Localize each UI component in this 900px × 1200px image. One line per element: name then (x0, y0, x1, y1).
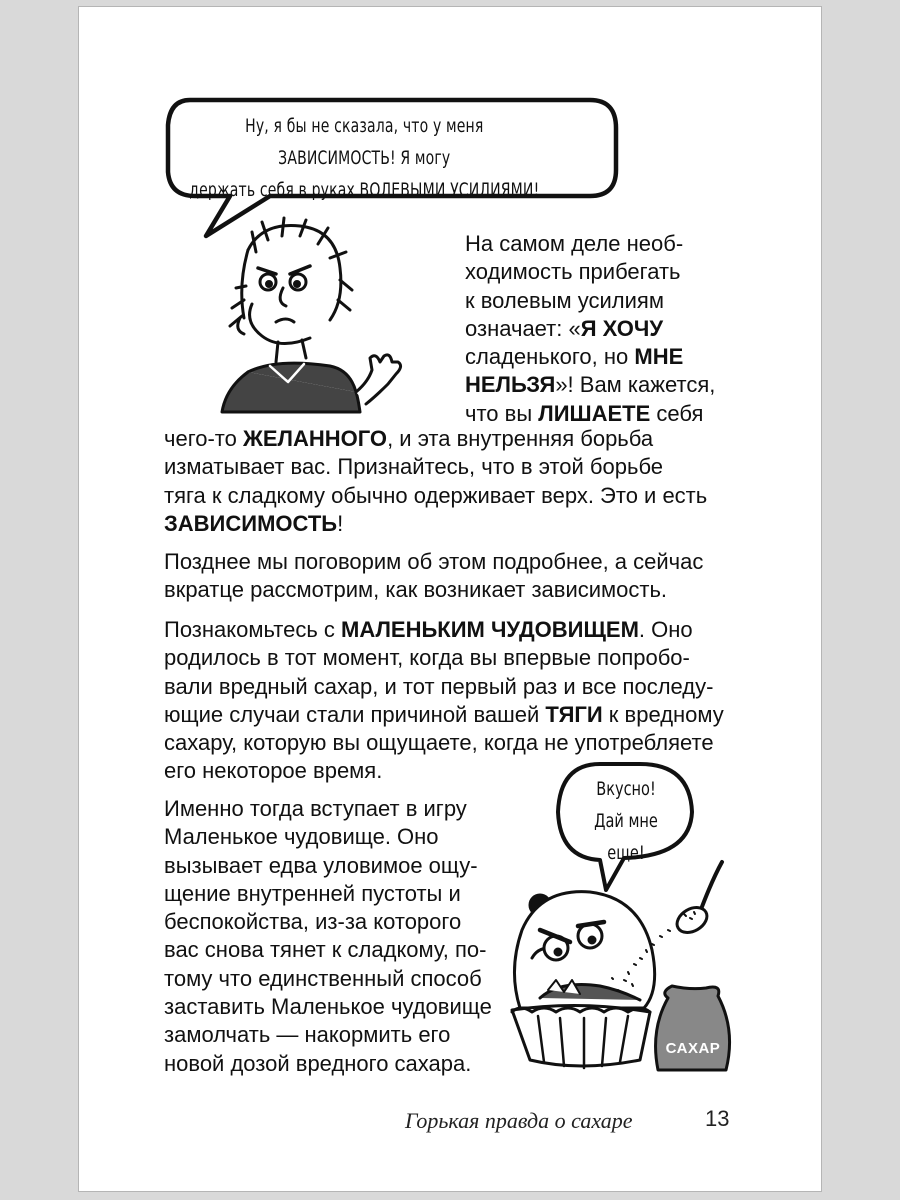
paragraph-3 (164, 616, 734, 786)
sugar-bag-label: САХАР (665, 1040, 721, 1057)
bold-tyagi: ТЯГИ (545, 701, 603, 727)
speech-bubble-2-line-1: Вкусно! (596, 778, 656, 800)
intro-cont-line-4: ЗАВИСИМОСТЬ! (164, 510, 344, 536)
footer-book-title: Горькая правда о сахаре (405, 1108, 633, 1133)
speech-bubble-1-text (188, 110, 541, 206)
bold-nelzya: НЕЛЬЗЯ (465, 372, 556, 398)
intro-line-1: На самом деле необ- (465, 231, 684, 256)
speech-bubble-1-line-1: Ну, я бы не сказала, что у меня ЗАВИСИМОСТЬ! Я могу (245, 115, 484, 169)
para3-line-4: ющие случаи стали причиной вашей ТЯГИ к вредному (164, 701, 724, 727)
para4-line-10: новой дозой вредного сахара. (164, 1050, 472, 1076)
page-number: 13 (705, 1106, 730, 1131)
para3-line-1: Познакомьтесь с МАЛЕНЬКИМ ЧУДОВИЩЕМ. Оно (164, 617, 693, 642)
bold-ya-hochu: Я ХОЧУ (580, 315, 664, 341)
para3-line-6: его некоторое время. (164, 758, 383, 784)
intro-line-7: что вы ЛИШАЕТЕ себя (465, 400, 704, 426)
bold-malenkim-chudovishchem: МАЛЕНЬКИМ ЧУДОВИЩЕМ (341, 617, 639, 642)
speech-bubble-1-line-2: держать себя в руках ВОЛЕВЫМИ УСИЛИЯМИ! (189, 179, 540, 201)
intro-cont-line-2: изматывает вас. Признайтесь, что в этой борьбе (164, 454, 664, 480)
para4-line-4: щение внутренней пустоты и (164, 880, 461, 906)
bold-mne: МНЕ (634, 344, 684, 370)
intro-line-6: НЕЛЬЗЯ»! Вам кажется, (465, 372, 716, 398)
para3-line-5: сахару, которую вы ощущаете, когда не употребляете (164, 730, 714, 756)
para4-line-6: вас снова тянет к сладкому, по- (164, 937, 487, 963)
speech-bubble-2-line-2: Дай мне еще! (594, 810, 658, 864)
intro-paragraph (465, 230, 735, 428)
bold-zhelannogo: ЖЕЛАННОГО (242, 426, 388, 451)
para3-line-3: вали вредный сахар, и тот первый раз и все последу- (164, 673, 714, 699)
para2-line-1: Позднее мы поговорим об этом подробнее, а сейчас (164, 549, 704, 574)
intro-line-3: к волевым усилиям (465, 287, 664, 313)
para4-line-1: Именно тогда вступает в игру (164, 796, 467, 821)
para4-line-8: заставить Маленькое чудовище (164, 994, 492, 1020)
speech-bubble-2-text (575, 773, 677, 869)
para4-line-2: Маленькое чудовище. Оно (164, 824, 439, 850)
para3-line-2: родилось в тот момент, когда вы впервые попробо- (164, 645, 690, 671)
para4-line-7: тому что единственный способ (164, 965, 482, 991)
para4-line-3: вызывает едва уловимое ощу- (164, 852, 478, 878)
intro-line-5: сладенького, но МНЕ (465, 344, 684, 370)
paragraph-2 (164, 548, 734, 605)
woman-illustration (222, 218, 401, 412)
paragraph-4 (164, 795, 509, 1078)
para4-line-5: беспокойства, из-за которого (164, 909, 462, 935)
intro-continuation (164, 425, 734, 538)
intro-cont-line-3: тяга к сладкому обычно одерживает верх. Это и есть (164, 482, 708, 508)
bold-lishaete: ЛИШАЕТЕ (538, 400, 651, 426)
cupcake-monster-illustration (512, 862, 730, 1070)
para2-line-2: вкратце рассмотрим, как возникает зависимость. (164, 577, 668, 603)
intro-cont-line-1: чего-то ЖЕЛАННОГО, и эта внутренняя борьба (164, 426, 654, 451)
intro-line-2: ходимость прибегать (465, 259, 681, 285)
bold-zavisimost: ЗАВИСИМОСТЬ (164, 510, 338, 536)
intro-line-4: означает: «Я ХОЧУ (465, 315, 664, 341)
para4-line-9: замолчать — накормить его (164, 1022, 451, 1048)
